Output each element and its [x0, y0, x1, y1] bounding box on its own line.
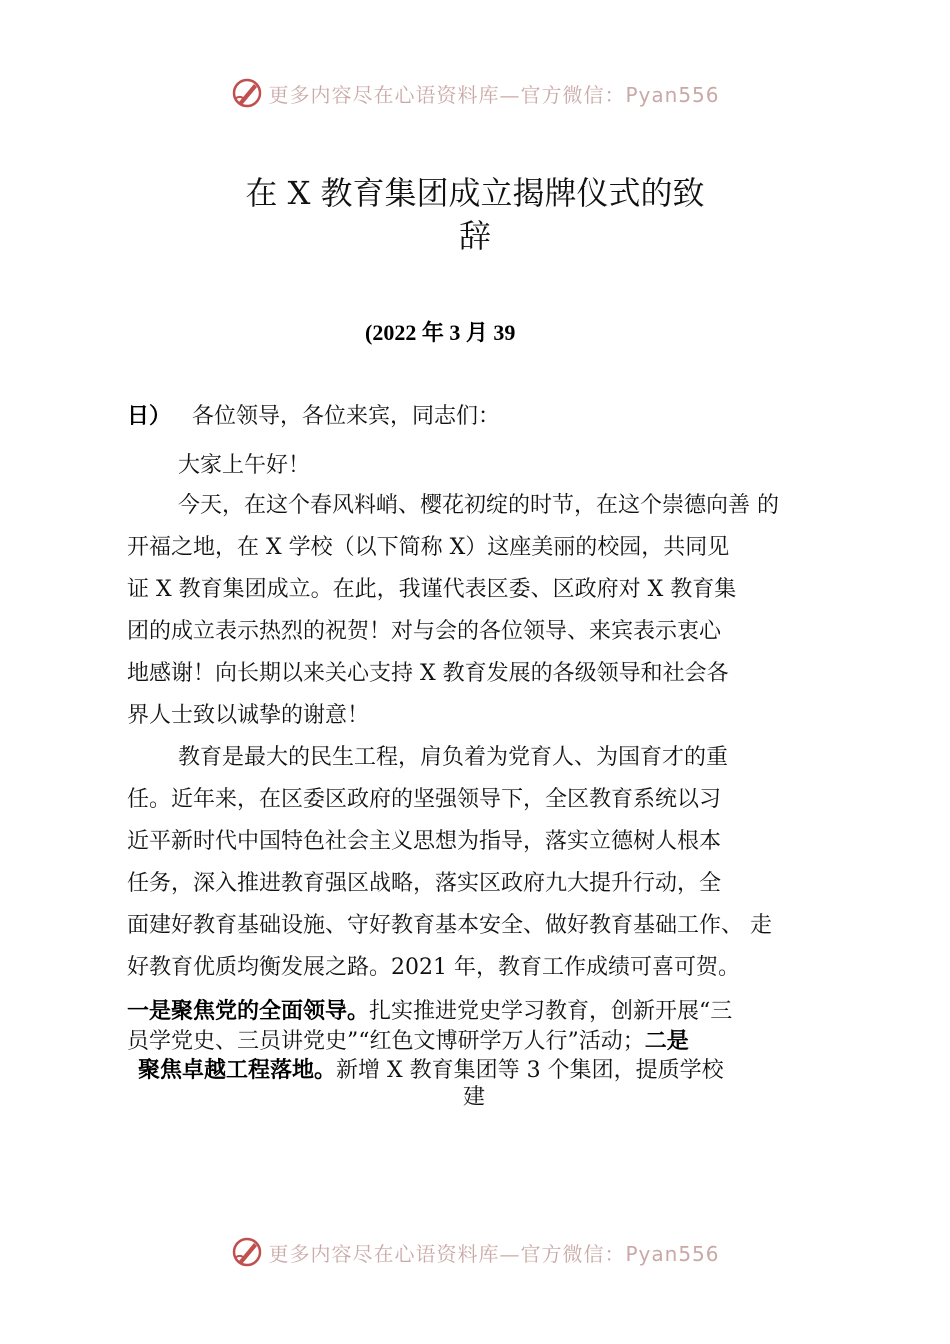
document-title-line-2: 辞: [458, 217, 491, 255]
watermark-text: 更多内容尽在心语资料库—官方微信：Pyan556: [268, 82, 720, 107]
pen-logo-icon: [230, 76, 264, 110]
paragraph-3-line: 建: [463, 1085, 486, 1110]
watermark-text: 更多内容尽在心语资料库—官方微信：Pyan556: [268, 1241, 720, 1266]
paragraph-3-line: [127, 1027, 689, 1057]
header-watermark: [0, 73, 950, 113]
paragraph-1-line: 开福之地，在 X 学校（以下简称 X）这座美丽的校园，共同见: [127, 535, 730, 560]
text-span: 新增 X 教育集团等 3 个集团，提质学校: [336, 1058, 724, 1083]
paragraph-2-line: 任。近年来，在区委区政府的坚强领导下，全区教育系统以习: [127, 787, 722, 812]
pen-logo-icon: [230, 1235, 264, 1269]
paragraph-1-line: [178, 491, 823, 521]
highlight-3: 聚焦卓越工程落地。: [138, 1058, 337, 1083]
text-span: 扎实推进党史学习教育，创新开展“三: [369, 999, 733, 1024]
paragraph-2-line: 好教育优质均衡发展之路。2021 年，教育工作成绩可喜可贺。: [127, 955, 740, 980]
salutation-line: [127, 402, 500, 432]
paragraph-2-line: 近平新时代中国特色社会主义思想为指导，落实立德树人根本: [127, 829, 722, 854]
document-title-line-1: 在 X 教育集团成立揭牌仪式的致: [245, 174, 705, 212]
paragraph-1-line: 地感谢！向长期以来关心支持 X 教育发展的各级领导和社会各: [127, 661, 729, 686]
footer-watermark: [0, 1232, 950, 1272]
paragraph-3-line: [127, 997, 732, 1027]
highlight-1: 一是聚焦党的全面领导。: [127, 999, 370, 1024]
date-tail: 日）: [127, 404, 172, 429]
text-span: 员学党史、三员讲党史”“红色文博研学万人行”活动；: [127, 1029, 645, 1054]
greeting: 大家上午好！: [178, 453, 311, 478]
paragraph-1-line: 界人士致以诚挚的谢意！: [127, 703, 370, 728]
text-span: 今天，在这个春风料峭、樱花初绽的时节，在这个崇德向善 的: [178, 493, 779, 518]
salutation: 各位领导，各位来宾，同志们：: [192, 404, 501, 429]
paragraph-1-line: 团的成立表示热烈的祝贺！对与会的各位领导、来宾表示衷心: [127, 619, 722, 644]
paragraph-1-line: 证 X 教育集团成立。在此，我谨代表区委、区政府对 X 教育集: [127, 577, 737, 602]
paragraph-2-line: 任务，深入推进教育强区战略，落实区政府九大提升行动，全: [127, 871, 722, 896]
document-date: (2022 年 3 月 39: [365, 320, 516, 345]
paragraph-2-line: 教育是最大的民生工程，肩负着为党育人、为国育才的重: [178, 745, 729, 770]
paragraph-3-line: [138, 1056, 724, 1086]
highlight-2: 二是: [644, 1029, 689, 1054]
paragraph-2-line: 面建好教育基础设施、守好教育基本安全、做好教育基础工作、 走: [127, 913, 772, 938]
